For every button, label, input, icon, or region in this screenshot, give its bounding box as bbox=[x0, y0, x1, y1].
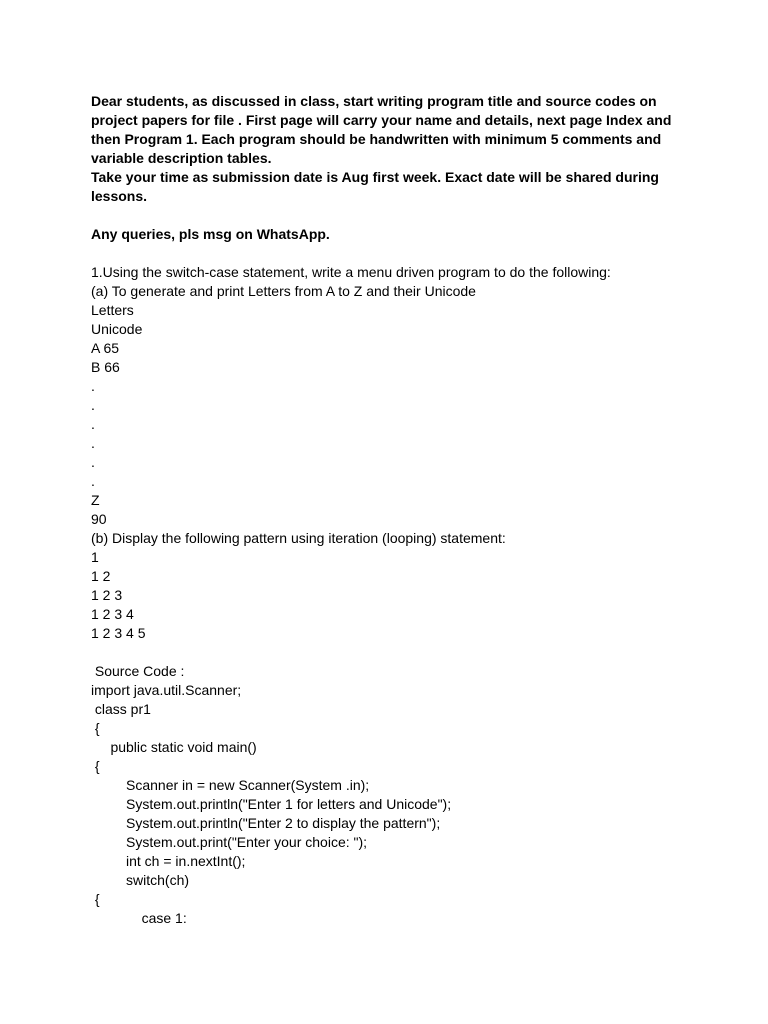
source-code-heading: Source Code : bbox=[91, 663, 185, 679]
pattern-line: 1 2 bbox=[91, 568, 111, 584]
pattern-line: 1 2 3 4 5 bbox=[91, 625, 146, 641]
code-line: { bbox=[91, 720, 100, 736]
question-title: 1.Using the switch-case statement, write a menu driven program to do the following: bbox=[91, 264, 611, 280]
notice-block bbox=[91, 92, 681, 244]
code-line: System.out.print("Enter your choice: "); bbox=[91, 834, 368, 850]
question-block bbox=[91, 263, 681, 643]
code-line: { bbox=[91, 891, 100, 907]
part-a-line: . bbox=[91, 473, 95, 489]
code-line: System.out.println("Enter 2 to display the pattern"); bbox=[91, 815, 441, 831]
code-line: class pr1 bbox=[91, 701, 151, 717]
part-a-line: Letters bbox=[91, 302, 134, 318]
code-line: case 1: bbox=[91, 910, 187, 926]
part-a-line: A 65 bbox=[91, 340, 120, 356]
part-a-line: Z bbox=[91, 492, 100, 508]
document-page bbox=[91, 92, 681, 928]
code-line: int ch = in.nextInt(); bbox=[91, 853, 246, 869]
part-a-line: . bbox=[91, 378, 95, 394]
part-a-line: . bbox=[91, 435, 95, 451]
code-line: public static void main() bbox=[91, 739, 257, 755]
part-a-line: 90 bbox=[91, 511, 107, 527]
part-a-line: . bbox=[91, 454, 95, 470]
blank-line bbox=[91, 206, 681, 225]
blank-line bbox=[91, 244, 681, 263]
code-line: System.out.println("Enter 1 for letters and Unicode"); bbox=[91, 796, 452, 812]
source-code-block bbox=[91, 662, 681, 928]
question-part-b: (b) Display the following pattern using iteration (looping) statement: bbox=[91, 530, 506, 546]
part-a-line: . bbox=[91, 397, 95, 413]
notice-paragraph-1: Dear students, as discussed in class, start writing program title and source codes on project papers for file . First page will carry your name and details, next page Index and then Program 1. Each program should be handwritten with minimum 5 comments and variable description tables. bbox=[91, 93, 672, 166]
pattern-line: 1 2 3 bbox=[91, 587, 123, 603]
pattern-line: 1 bbox=[91, 549, 99, 565]
pattern-line: 1 2 3 4 bbox=[91, 606, 134, 622]
blank-line bbox=[91, 643, 681, 662]
question-part-a: (a) To generate and print Letters from A to Z and their Unicode bbox=[91, 283, 476, 299]
part-a-line: Unicode bbox=[91, 321, 143, 337]
code-line: import java.util.Scanner; bbox=[91, 682, 242, 698]
notice-paragraph-2: Take your time as submission date is Aug first week. Exact date will be shared during lessons. bbox=[91, 169, 659, 204]
code-line: switch(ch) bbox=[91, 872, 190, 888]
notice-queries: Any queries, pls msg on WhatsApp. bbox=[91, 226, 330, 242]
code-line: Scanner in = new Scanner(System .in); bbox=[91, 777, 370, 793]
part-a-line: . bbox=[91, 416, 95, 432]
part-a-line: B 66 bbox=[91, 359, 120, 375]
code-line: { bbox=[91, 758, 100, 774]
